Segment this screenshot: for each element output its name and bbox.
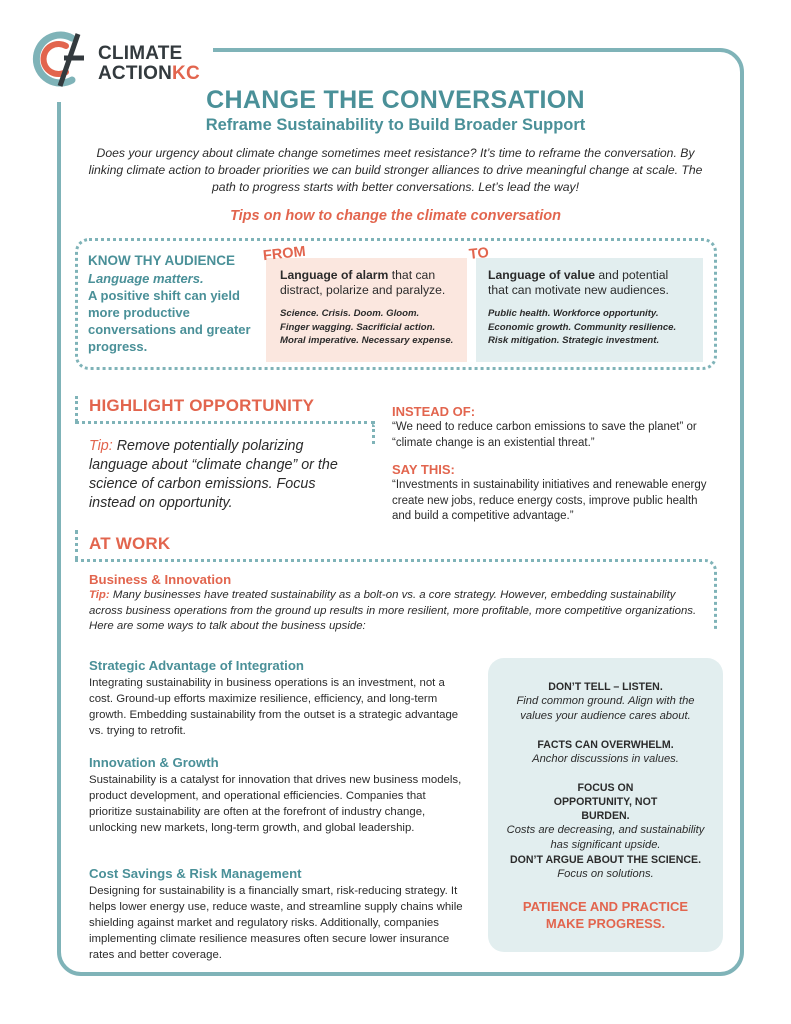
page-title: CHANGE THE CONVERSATION xyxy=(206,86,585,114)
cost-savings-heading: Cost Savings & Risk Management xyxy=(89,866,302,881)
advice-item xyxy=(488,738,723,767)
highlight-tip xyxy=(89,437,359,513)
know-audience-italic: Language matters. xyxy=(88,271,204,286)
cost-savings-body: Designing for sustainability is a financially smart, risk-reducing strategy. It helps lower energy use, reduce waste, and streamline supply chains while shielding against market and regulatory risks. Additionally, companies implementing climate resilience measures often secure lower insurance rates and better coverage. xyxy=(89,885,463,961)
from-line: Finger wagging. Sacrificial action. xyxy=(280,321,436,333)
from-list xyxy=(280,307,465,348)
logo-action: ACTION xyxy=(98,63,173,84)
innovation-growth-heading: Innovation & Growth xyxy=(89,755,219,770)
business-tip-text: Many businesses have treated sustainability as a bolt-on vs. a core strategy. However, embedding sustainability across business operations from the ground up results in more resilient, more profitable, more competitive organizations. Here are some ways to talk about the business upside: xyxy=(89,589,697,632)
business-tip xyxy=(89,588,709,635)
highlight-divider-right xyxy=(372,424,375,444)
highlight-tip-text: Remove potentially polarizing language about “climate change” or the science of carbon emissions. Focus instead on opportunity. xyxy=(89,438,338,511)
advice-item xyxy=(488,781,723,853)
from-line: Science. Crisis. Doom. Gloom. xyxy=(280,308,420,319)
to-heading xyxy=(488,268,688,298)
highlight-tip-label: Tip: xyxy=(89,438,113,454)
strategic-advantage-heading: Strategic Advantage of Integration xyxy=(89,658,304,673)
to-heading-rest: and potential that can motivate new audiences. xyxy=(488,268,669,297)
work-divider-left xyxy=(75,530,78,560)
to-heading-bold: Language of value xyxy=(488,268,595,282)
know-audience-heading: KNOW THY AUDIENCE xyxy=(88,253,236,268)
know-audience-body xyxy=(88,270,253,355)
strategic-advantage-body: Integrating sustainability in business operations is an investment, not a cost. Ground-up efforts maximize resilience, efficiency, and long-term growth. Embedding sustainability from the outset is a strategic advantage vs. trying to retrofit. xyxy=(89,677,459,737)
tips-heading: Tips on how to change the climate conversation xyxy=(230,208,561,224)
page-subtitle: Reframe Sustainability to Build Broader Support xyxy=(205,116,586,134)
from-heading xyxy=(280,268,460,298)
to-line: Public health. Workforce opportunity. xyxy=(488,308,659,319)
logo-line-2 xyxy=(98,64,200,84)
logo-line-1: CLIMATE xyxy=(98,43,183,64)
innovation-growth-body: Sustainability is a catalyst for innovation that drives new business models, product development, and operational efficiencies. Companies that prioritize sustainability are often at the forefront of industry change, unlocking new markets, long-term growth, and global leadership. xyxy=(89,774,462,834)
patience-practice-callout: PATIENCE AND PRACTICE MAKE PROGRESS. xyxy=(522,899,689,931)
advice-item-text: Focus on solutions. xyxy=(557,868,654,880)
to-line: Economic growth. Community resilience. xyxy=(488,321,677,333)
highlight-divider-left xyxy=(75,396,78,422)
business-tip-label: Tip: xyxy=(89,589,110,601)
logo-kc: KC xyxy=(172,63,200,84)
advice-item-text: Costs are decreasing, and sustainability has significant upside. xyxy=(506,824,705,851)
advice-item xyxy=(488,680,723,724)
advice-panel xyxy=(488,658,723,952)
highlight-heading: HIGHLIGHT OPPORTUNITY xyxy=(89,396,315,415)
advice-item-heading: FACTS CAN OVERWHELM. xyxy=(537,739,674,751)
know-audience-text: A positive shift can yield more productive conversations and greater progress. xyxy=(88,288,251,354)
advice-item-heading: FOCUS ON OPPORTUNITY, NOT BURDEN. xyxy=(553,782,658,822)
advice-item-text: Find common ground. Align with the values your audience cares about. xyxy=(516,695,695,722)
advice-item-heading: DON’T TELL – LISTEN. xyxy=(548,681,663,693)
to-tag: TO xyxy=(468,245,490,263)
advice-item-heading: DON’T ARGUE ABOUT THE SCIENCE. xyxy=(509,854,702,866)
logo-wordmark xyxy=(98,44,200,84)
highlight-divider-under xyxy=(75,421,375,424)
from-heading-rest: that can distract, polarize and paralyze. xyxy=(280,268,446,297)
instead-of-heading: INSTEAD OF: xyxy=(392,404,476,419)
from-line: Moral imperative. Necessary expense. xyxy=(280,335,454,346)
business-innovation-heading: Business & Innovation xyxy=(89,572,232,587)
to-list xyxy=(488,307,698,348)
from-heading-bold: Language of alarm xyxy=(280,268,389,282)
say-this-text: “Investments in sustainability initiatives and renewable energy create new jobs, reduce energy costs, improve public health and build a competitive advantage.” xyxy=(392,479,707,522)
from-tag: FROM xyxy=(262,243,307,265)
at-work-heading: AT WORK xyxy=(89,534,171,553)
intro-paragraph: Does your urgency about climate change sometimes meet resistance? It’s time to reframe the conversation. By linking climate action to broader priorities we can build stronger alliances to drive meaningful change at scale. The path to progress starts with better conversations. Let’s lead the way! xyxy=(88,146,703,194)
instead-of-text: “We need to reduce carbon emissions to save the planet” or “climate change is an existential threat.” xyxy=(392,421,697,449)
to-line: Risk mitigation. Strategic investment. xyxy=(488,335,660,346)
advice-item-text: Anchor discussions in values. xyxy=(532,753,679,765)
advice-item xyxy=(488,853,723,882)
climate-action-logo-icon xyxy=(30,28,92,90)
say-this-heading: SAY THIS: xyxy=(392,462,455,477)
